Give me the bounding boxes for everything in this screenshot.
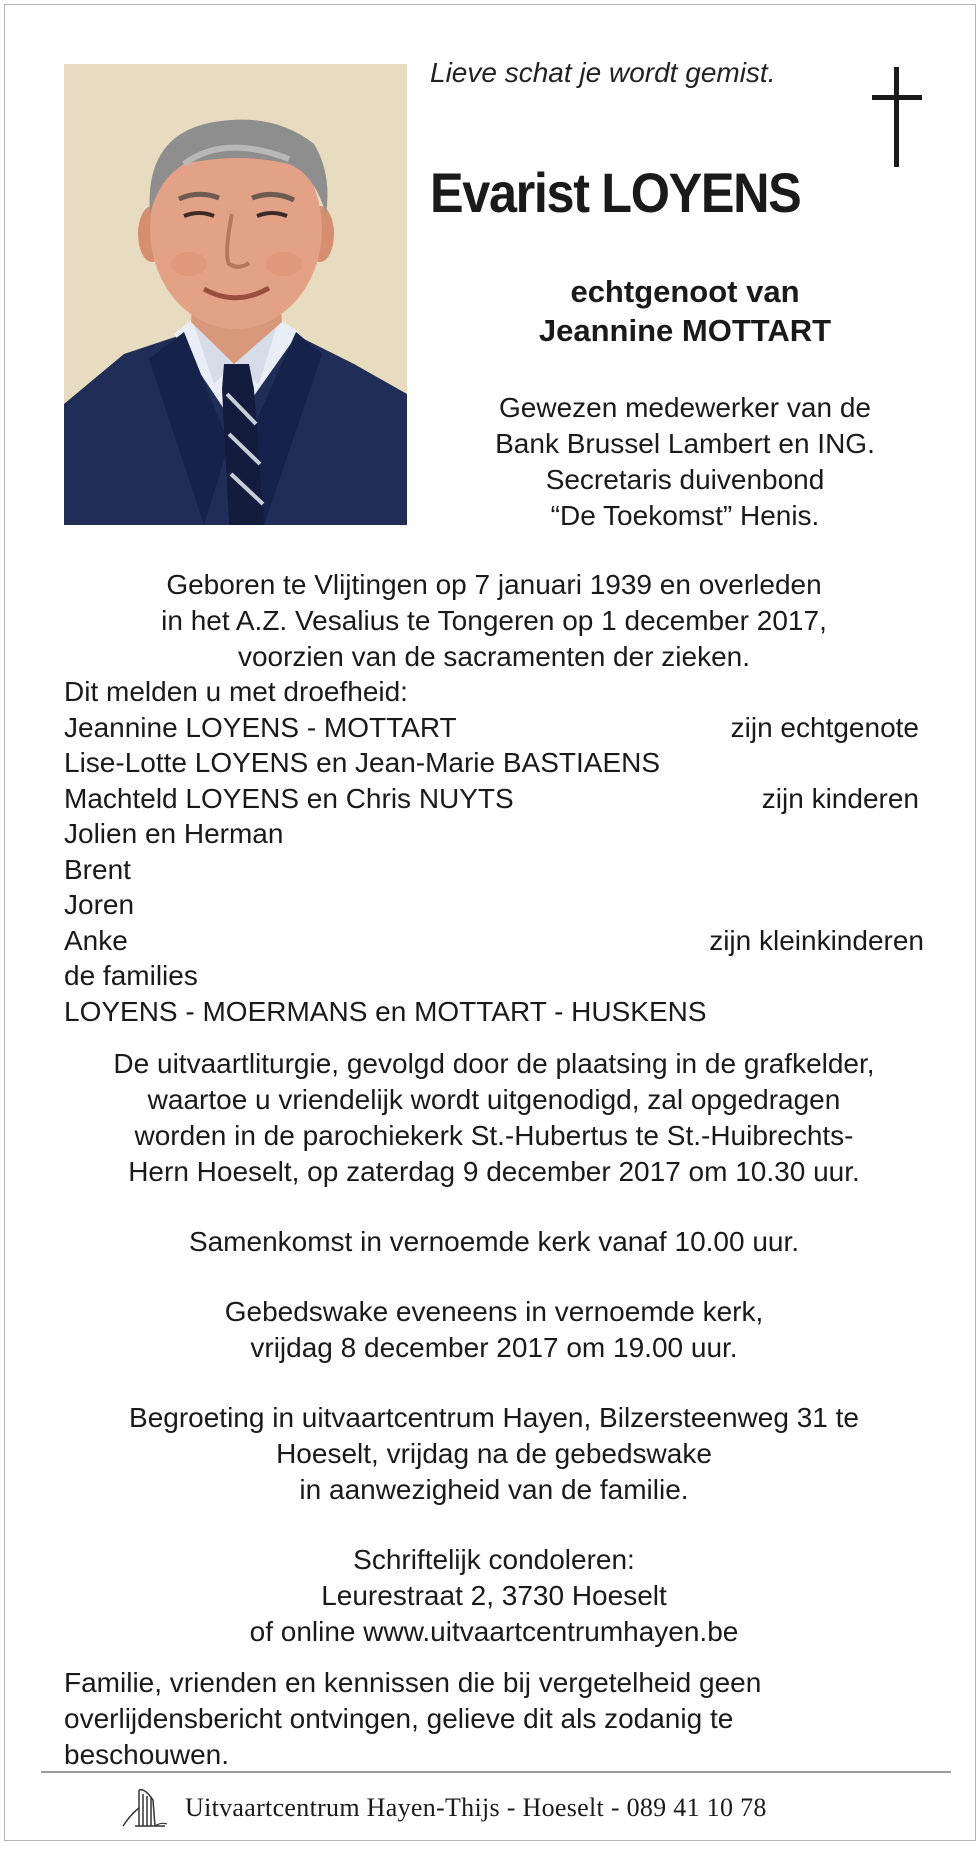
portrait-photo [64, 64, 407, 525]
family-name: Jolien en Herman [64, 818, 284, 849]
family-role: zijn kinderen [761, 782, 919, 814]
list-item [64, 674, 924, 710]
funeral-line: worden in de parochiekerk St.-Hubertus te St.-Huibrechts- [134, 1120, 854, 1151]
spouse-block [430, 272, 940, 350]
obituary-card [4, 4, 976, 1841]
meeting-line: Samenkomst in vernoemde kerk vanaf 10.00 uur. [188, 1226, 800, 1257]
greeting-paragraph [64, 1400, 924, 1508]
list-item [64, 816, 924, 852]
wake-line: Gebedswake eveneens in vernoemde kerk, [224, 1296, 764, 1327]
funeral-line: waartoe u vriendelijk wordt uitgenodigd, zal opgedragen [147, 1084, 841, 1115]
cross-icon [867, 67, 927, 167]
footer-divider [41, 1771, 951, 1773]
condolence-line: of online www.uitvaartcentrumhayen.be [249, 1616, 739, 1647]
bio-line: Secretaris duivenbond [545, 464, 825, 495]
birth-death-block [64, 567, 924, 675]
bio-block [430, 390, 940, 534]
condolence-line: Schriftelijk condoleren: [353, 1544, 635, 1575]
list-item [64, 958, 924, 994]
funeral-paragraph [64, 1046, 924, 1190]
family-role: zijn kleinkinderen [709, 924, 924, 956]
footer-text: Uitvaartcentrum Hayen-Thijs - Hoeselt - 089 41 10 78 [185, 1793, 767, 1822]
list-item [64, 745, 924, 781]
bio-line: “De Toekomst” Henis. [550, 500, 820, 531]
tagline: Lieve schat je wordt gemist. [430, 57, 776, 88]
birth-death-line: in het A.Z. Vesalius te Tongeren op 1 december 2017, [161, 605, 827, 636]
list-item [64, 710, 924, 746]
greeting-line: in aanwezigheid van de familie. [299, 1474, 689, 1505]
family-name: Anke [64, 924, 128, 956]
greeting-line: Hoeselt, vrijdag na de gebedswake [276, 1438, 712, 1469]
family-name: LOYENS - MOERMANS en MOTTART - HUSKENS [64, 995, 707, 1027]
spouse-line: echtgenoot van [570, 274, 800, 309]
birth-death-line: Geboren te Vlijtingen op 7 januari 1939 en overleden [166, 569, 822, 600]
family-name: Brent [64, 853, 131, 885]
closing-paragraph [64, 1665, 924, 1773]
family-name: Lise-Lotte LOYENS en Jean-Marie BASTIAENS [64, 747, 661, 778]
family-name: Machteld LOYENS en Chris NUYTS [64, 782, 514, 814]
funeral-line: De uitvaartliturgie, gevolgd door de plaatsing in de grafkelder, [113, 1048, 875, 1079]
funeral-line: Hern Hoeselt, op zaterdag 9 december 2017 om 10.30 uur. [128, 1156, 860, 1187]
wake-paragraph [64, 1294, 924, 1366]
condolence-line: Leurestraat 2, 3730 Hoeselt [321, 1580, 667, 1611]
list-item [64, 887, 924, 923]
bio-line: Bank Brussel Lambert en ING. [495, 428, 875, 459]
family-name: Dit melden u met droefheid: [64, 676, 408, 707]
list-item [64, 852, 924, 888]
closing-line: beschouwen. [64, 1739, 230, 1770]
funeral-home-logo-icon [121, 1786, 171, 1830]
family-role: zijn echtgenote [730, 711, 919, 743]
closing-line: Familie, vrienden en kennissen die bij vergetelheid geen [64, 1667, 762, 1698]
greeting-line: Begroeting in uitvaartcentrum Hayen, Bilzersteenweg 31 te [129, 1402, 859, 1433]
family-name: de families [64, 960, 198, 991]
deceased-name: Evarist LOYENS [430, 161, 801, 224]
spouse-name: Jeannine MOTTART [538, 313, 832, 348]
bio-line: Gewezen medewerker van de [499, 392, 871, 423]
wake-line: vrijdag 8 december 2017 om 19.00 uur. [250, 1332, 738, 1363]
list-item [64, 994, 924, 1030]
meeting-paragraph [64, 1224, 924, 1260]
birth-death-line: voorzien van de sacramenten der zieken. [237, 641, 751, 672]
portrait-icon [64, 64, 407, 525]
family-name: Jeannine LOYENS - MOTTART [64, 711, 457, 743]
family-name: Joren [64, 889, 135, 920]
closing-line: overlijdensbericht ontvingen, gelieve dit als zodanig te [64, 1703, 734, 1734]
list-item [64, 781, 924, 817]
footer [121, 1785, 767, 1831]
ceremony-info [64, 1046, 924, 1684]
family-list [64, 674, 924, 1029]
condolence-paragraph [64, 1542, 924, 1650]
list-item [64, 923, 924, 959]
